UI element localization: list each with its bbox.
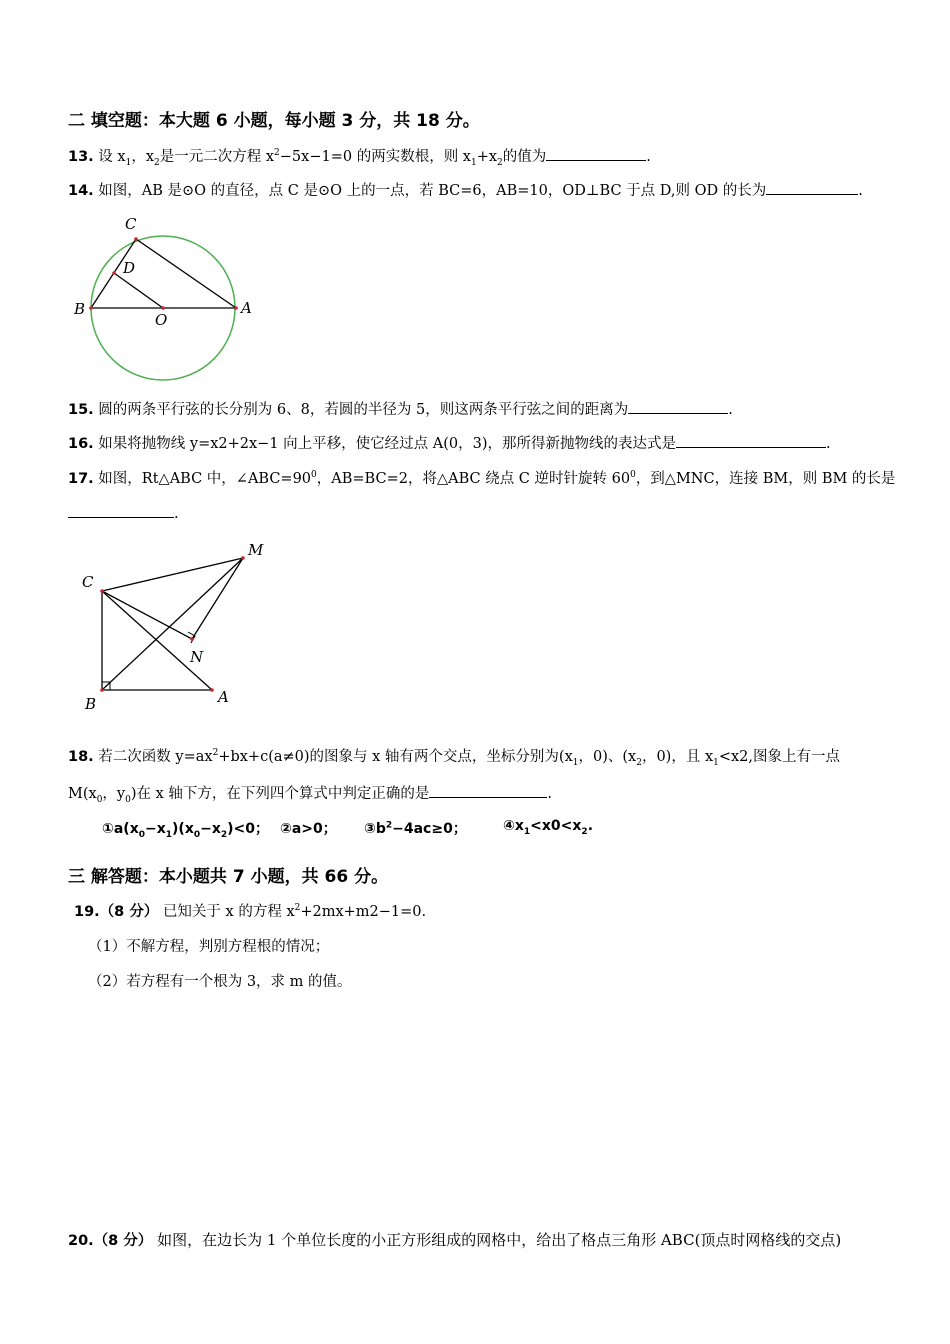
label-b: B <box>74 300 86 318</box>
q18-sub5: 0 <box>125 794 131 805</box>
opt1-d: −x <box>200 821 221 837</box>
q15-tail: . <box>728 402 733 418</box>
q20-number: 20.（8 分） <box>68 1233 153 1249</box>
point-c <box>100 589 104 593</box>
label-a: A <box>218 688 229 706</box>
q16-text: 如果将抛物线 y=x2+2x−1 向上平移，使它经过点 A(0，3)，那所得新抛物线的表达式是 <box>98 436 677 452</box>
q13-text-a: 设 x <box>98 149 126 165</box>
label-c: C <box>125 215 137 233</box>
q18-sup: 2 <box>212 748 219 759</box>
q18-option-4 <box>503 818 594 837</box>
q13-tail: . <box>646 149 651 165</box>
label-c: C <box>82 573 94 591</box>
q18-sub3: 1 <box>713 757 719 768</box>
q17-text-b: ，AB=BC=2，将△ABC 绕点 C 逆时针旋转 60 <box>316 471 631 487</box>
q17-number: 17. <box>68 471 94 487</box>
q18-answer-blank[interactable] <box>429 783 547 798</box>
section-2-title: 二 填空题：本大题 6 小题，每小题 3 分，共 18 分。 <box>68 111 480 131</box>
opt1-sub1: 0 <box>138 829 145 840</box>
point-d <box>112 271 116 275</box>
q18-text-a: 若二次函数 y=ax <box>98 749 213 765</box>
point-a <box>210 688 214 692</box>
q13-answer-blank[interactable] <box>546 146 646 161</box>
label-a: A <box>241 299 252 317</box>
opt3-b: −4ac≥0； <box>392 821 467 837</box>
q19-number: 19.（8 分） <box>74 904 159 920</box>
label-o: O <box>155 311 168 329</box>
point-b <box>89 306 93 310</box>
label-d: D <box>123 259 136 277</box>
q18-text-b: +bx+c(a≠0)的图象与 x 轴有两个交点，坐标分别为(x <box>218 749 573 765</box>
q17-tail: . <box>174 506 179 522</box>
opt1-sub4: 2 <box>220 829 228 840</box>
question-17 <box>68 467 895 488</box>
q18-text-c: ，0)、(x <box>578 749 637 765</box>
q16-tail: . <box>826 436 831 452</box>
q13-sub4: 2 <box>497 157 503 168</box>
q18-option-2: ②a>0； <box>280 821 337 837</box>
opt4-c: . <box>587 818 594 834</box>
opt1-b: −x <box>145 821 166 837</box>
point-m <box>241 556 245 560</box>
question-20 <box>68 1229 841 1250</box>
question-16 <box>68 432 831 453</box>
q18-sub2: 2 <box>636 757 642 768</box>
segment-bm <box>102 558 243 690</box>
q13-sup: 2 <box>274 148 280 159</box>
q13-text-e: +x <box>476 149 498 165</box>
q14-text: 如图，AB 是⊙O 的直径，点 C 是⊙O 上的一点，若 BC=6，AB=10，OD⊥BC 于点 D,则 OD 的长为 <box>98 183 767 199</box>
q18-sub4: 0 <box>96 794 103 805</box>
q18-option-1 <box>102 818 269 838</box>
opt1-c: )(x <box>172 821 194 837</box>
q17-sup2: 0 <box>630 470 636 481</box>
q15-answer-blank[interactable] <box>628 399 728 414</box>
q19-part-1: （1）不解方程，判别方程根的情况； <box>88 939 330 955</box>
q13-sub1: 1 <box>125 157 132 168</box>
q16-answer-blank[interactable] <box>676 433 826 448</box>
q13-text-f: 的值为 <box>502 149 547 165</box>
segment-od <box>114 273 163 308</box>
question-17-line2 <box>68 503 179 522</box>
opt1-e: )<0； <box>227 821 270 837</box>
point-n <box>190 637 194 641</box>
q18-sub1: 1 <box>572 757 579 768</box>
q18-tail: . <box>547 786 553 802</box>
opt4-a: ④x <box>503 818 524 834</box>
q18-number: 18. <box>68 749 94 765</box>
opt1-sub2: 1 <box>165 829 173 840</box>
question-18-line2 <box>68 782 552 803</box>
q14-tail: . <box>858 183 863 199</box>
segment-cm <box>102 558 243 591</box>
q14-number: 14. <box>68 183 94 199</box>
q19-text-a: 已知关于 x 的方程 x <box>162 904 295 920</box>
q18-text-d: ，0)，且 x <box>641 749 714 765</box>
opt3-a: ③b <box>364 821 386 837</box>
section-3-title: 三 解答题：本小题共 7 小题，共 66 分。 <box>68 867 389 887</box>
q18-text-l2a: M(x <box>68 786 97 802</box>
q18-text-l2c: )在 x 轴下方，在下列四个算式中判定正确的是 <box>130 786 430 802</box>
opt1-sub3: 0 <box>193 829 201 840</box>
q18-option-3 <box>364 818 467 838</box>
q18-text-l2b: ，y <box>102 786 126 802</box>
q15-text: 圆的两条平行弦的长分别为 6、8，若圆的半径为 5，则这两条平行弦之间的距离为 <box>98 402 629 418</box>
q17-answer-blank[interactable] <box>68 503 174 518</box>
q13-sub2: 2 <box>154 157 160 168</box>
label-b: B <box>85 695 97 713</box>
label-m: M <box>248 541 264 559</box>
figure-17-triangle <box>76 535 276 720</box>
point-b <box>100 688 104 692</box>
point-o <box>161 306 165 310</box>
q19-text-b: +2mx+m2−1=0. <box>300 904 427 920</box>
q13-text-c: 是一元二次方程 x <box>159 149 275 165</box>
question-15 <box>68 398 733 419</box>
question-14 <box>68 179 863 200</box>
question-13 <box>68 145 651 166</box>
q13-number: 13. <box>68 149 94 165</box>
q13-sub3: 1 <box>470 157 477 168</box>
question-19 <box>74 900 426 921</box>
q13-text-d: −5x−1=0 的两实数根，则 x <box>279 149 471 165</box>
opt4-sub2: 2 <box>581 826 588 837</box>
chord-ca <box>136 239 236 308</box>
opt1-a: ①a(x <box>102 821 139 837</box>
label-n: N <box>190 648 204 666</box>
q17-text-c: ，到△MNC，连接 BM，则 BM 的长是 <box>635 471 896 487</box>
q18-text-e: <x2,图象上有一点 <box>718 749 841 765</box>
q14-answer-blank[interactable] <box>766 180 858 195</box>
opt4-b: <x0<x <box>530 818 582 834</box>
q17-text-a: 如图，Rt△ABC 中，∠ABC=90 <box>98 471 312 487</box>
point-a <box>234 306 238 310</box>
figure-14-circle <box>70 210 270 385</box>
q19-sup: 2 <box>294 903 301 914</box>
point-c <box>134 237 138 241</box>
q16-number: 16. <box>68 436 94 452</box>
q19-part-2: （2）若方程有一个根为 3，求 m 的值。 <box>88 974 352 990</box>
q15-number: 15. <box>68 402 94 418</box>
opt4-sub1: 1 <box>523 826 531 837</box>
q13-text-b: ，x <box>131 149 155 165</box>
q17-sup1: 0 <box>311 470 317 481</box>
q20-text: 如图，在边长为 1 个单位长度的小正方形组成的网格中，给出了格点三角形 ABC(顶点时网格线的交点) <box>157 1231 842 1249</box>
opt3-sup: 2 <box>385 820 393 831</box>
question-18 <box>68 745 840 766</box>
